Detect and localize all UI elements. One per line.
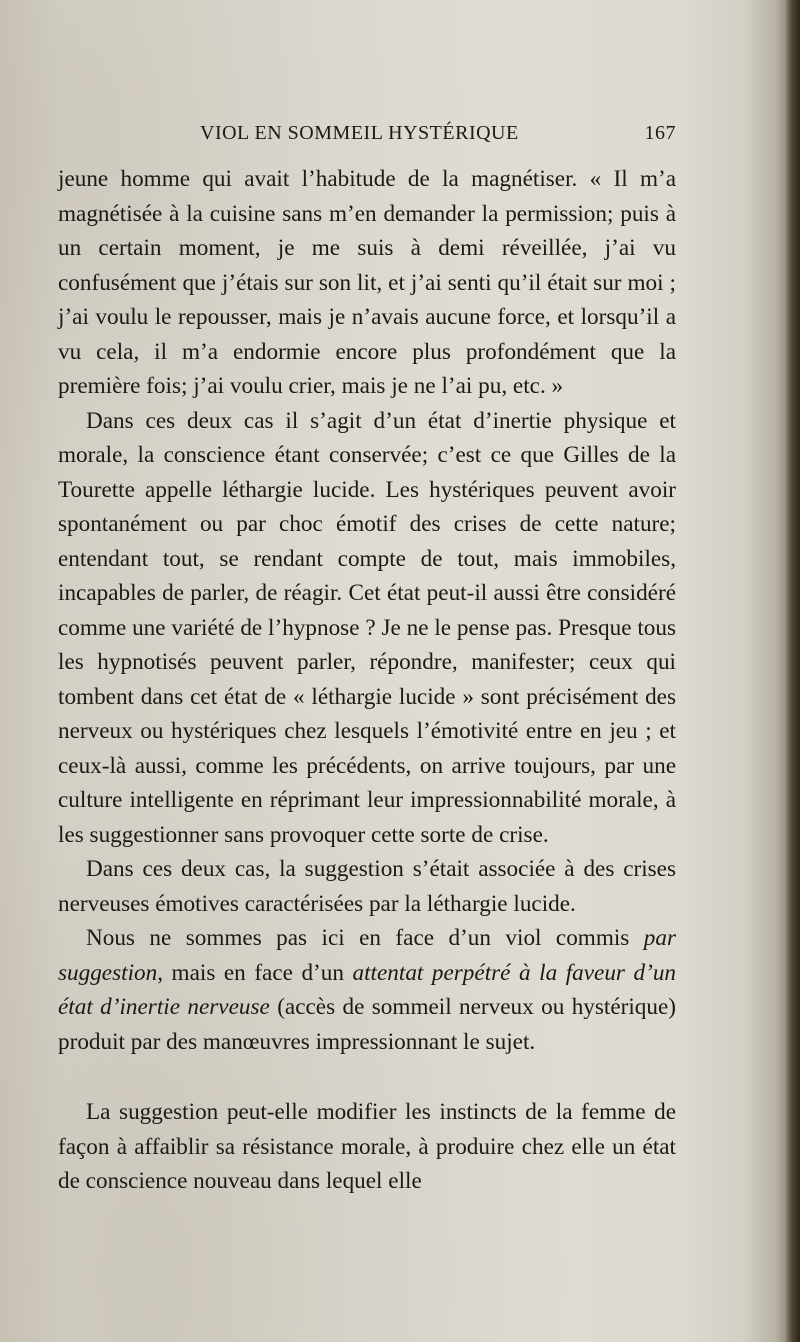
p4-italic-attentat: attentat perpétré à la faveur d’un état d’inertie nerveuse xyxy=(58,959,677,1020)
running-title: VIOL EN SOMMEIL HYSTÉRIQUE xyxy=(200,122,519,144)
page-edge-shadow xyxy=(786,0,800,1342)
paragraph-5: La suggestion peut-elle modifier les instincts de la femme de façon à affaiblir sa résistance morale, à produire chez elle un état de conscience nouveau dans lequel elle xyxy=(58,1099,676,1194)
paragraph-1: jeune homme qui avait l’habitude de la magnétiser. « Il m’a magnétisée à la cuisine sans m’en demander la permission; puis à un certain moment, je me suis à demi réveillée, j’ai vu confusément que j’étais sur son lit, et j’ai senti qu’il était sur moi ; j’ai voulu le repousser, mais je n’avais aucune force, et lorsqu’il a vu cela, il m’a endormie encore plus profondément que la première fois; j’ai voulu crier, mais je ne l’ai pu, etc. » xyxy=(58,166,676,399)
p4-italic-by-suggestion: par suggestion xyxy=(58,925,676,986)
paragraph-2: Dans ces deux cas il s’agit d’un état d’inertie physique et morale, la conscience étant conservée; c’est ce que Gilles de la Tourette appelle léthargie lucide. Les hystériques peuvent avoir spontanément ou par choc émotif des crises de cette nature; entendant tout, se rendant compte de tout, mais immobiles, incapables de parler, de réagir. Cet état peut-il aussi être considéré comme une variété de l’hypnose ? Je ne le pense pas. Presque tous les hypnotisés peuvent parler, répondre, manifester; ceux qui tombent dans cet état de « léthargie lucide » sont précisément des nerveux ou hystériques chez lesquels l’émotivité entre en jeu ; et ceux-là aussi, comme les précédents, on arrive toujours, par une culture intelligente en réprimant leur impressionnabilité morale, à les suggestionner sans provoquer cette sorte de crise. xyxy=(58,407,676,848)
p4-text-mid: , mais en face d’un xyxy=(157,959,353,986)
p4-text-end: (accès de sommeil nerveux ou hystérique) produit par des manœuvres impressionnant le sujet. xyxy=(58,994,677,1055)
page-number: 167 xyxy=(644,122,676,144)
p4-text-start: Nous ne sommes pas ici en face d’un viol commis xyxy=(86,925,644,951)
body-text xyxy=(58,162,676,1199)
paragraph-3: Dans ces deux cas, la suggestion s’était associée à des crises nerveuses émotives caractérisées par la léthargie lucide. xyxy=(58,856,676,917)
paragraph-4 xyxy=(58,921,676,1059)
page-header xyxy=(200,122,676,148)
